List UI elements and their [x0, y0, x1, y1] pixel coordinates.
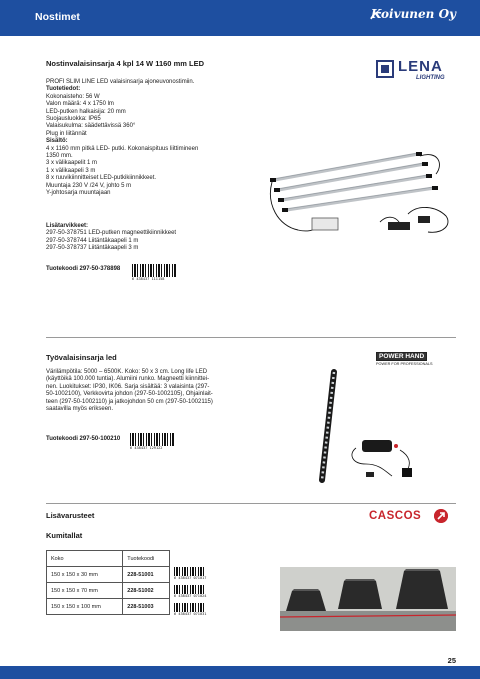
table-header: Tuotekoodi [123, 551, 170, 567]
table-row [47, 599, 170, 615]
section-divider [46, 337, 456, 338]
table-cell: 150 x 150 x 100 mm [47, 599, 123, 615]
extras-title: Lisätarvikkeet: [46, 223, 89, 229]
work-light-image [296, 368, 436, 488]
desc-line: Värilämpötila: 5000 – 6500K. Koko: 50 x 3 cm. Long life LED [46, 369, 208, 375]
section2-product-code: Tuotekoodi 297-50-100210 [46, 436, 121, 442]
section1-title: Nostinvalaisinsarja 4 kpl 14 W 1160 mm LED [46, 59, 204, 68]
extras-item: 297-50-378737 Liitäntäkaapeli 3 m [46, 245, 139, 252]
section2-title: Työvalaisinsarja led [46, 353, 117, 362]
table-cell: 228-51001 [123, 567, 170, 583]
extras-item: 297-50-378751 LED-putken magneettikiinnikkeet [46, 230, 177, 237]
lena-lighting-logo [376, 58, 454, 82]
table-header: Koko [47, 551, 123, 567]
desc-heading: Tuotetiedot: [46, 86, 81, 93]
desc-line: Y-johtosarja muuntajaan [46, 190, 111, 197]
barcode-bars [174, 603, 206, 612]
section3-subtitle: Kumitallat [46, 531, 83, 540]
desc-line: 3 x välikaapelit 1 m [46, 160, 98, 167]
cascos-mark-icon [434, 509, 448, 523]
table-cell: 228-51003 [123, 599, 170, 615]
section3-title: Lisävarusteet [46, 511, 95, 520]
section2-description [46, 369, 213, 413]
desc-line: Plug in liitännät [46, 130, 87, 137]
lena-logo-sub: LIGHTING [416, 75, 445, 81]
table-header-row [47, 551, 170, 567]
desc-line: 1 x välikaapeli 3 m [46, 167, 96, 174]
desc-line: (käyttöikä 100.000 tuntia). Alumiini runko. Magneetti kiinnittei- [46, 376, 210, 383]
barcode-bars [174, 585, 206, 594]
powerhand-logo-word: POWER HAND [376, 352, 427, 361]
extras-item: 297-50-378744 Liitäntäkaapeli 1 m [46, 237, 139, 244]
page-number: 25 [447, 656, 456, 665]
rubber-pad-table [46, 550, 170, 615]
barcode-bars [174, 567, 206, 576]
desc-line: Valon määrä: 4 x 1750 lm [46, 101, 114, 108]
section1-product-code: Tuotekoodi 297-50-378898 [46, 266, 121, 272]
desc-line: 8 x ruuvikiinnitteiset LED-putkikiinnikkeet. [46, 175, 157, 182]
table-row [47, 567, 170, 583]
cascos-logo: CASCOS [369, 510, 422, 522]
barcode-number: 6 438437 071017 [174, 576, 207, 580]
powerhand-logo [376, 352, 456, 366]
page-header [0, 0, 480, 36]
desc-line: 4 x 1160 mm pitkä LED- putki. Kokonaispituus liittimineen [46, 145, 199, 152]
table-cell: 150 x 150 x 30 mm [47, 567, 123, 583]
barcode-number: 6 438437 129122 [130, 446, 163, 450]
table-barcode [174, 585, 206, 599]
desc-line: Muuntaja 230 V /24 V, johto 5 m [46, 182, 132, 189]
rubber-pads-image [280, 567, 456, 631]
barcode-number: 6 438437 071031 [174, 612, 207, 616]
desc-line: 50-1002100), Verkkovirta johdon (297-50-1002105), Ohjainlait- [46, 391, 213, 398]
lena-mark-icon [376, 60, 394, 78]
barcode-bars [130, 433, 174, 446]
led-tube-kit-image [268, 144, 458, 244]
powerhand-logo-sub: POWER FOR PROFESSIONALS [376, 362, 433, 366]
section1-extras [46, 223, 176, 253]
desc-line: PROFI SLIM LINE LED valaisinsarja ajoneuvonostimiin. [46, 79, 195, 85]
desc-line: nen. Luokitukset: IP30, IK06. Sarja sisältää: 3 valaisinta (297- [46, 383, 210, 390]
desc-line: 1350 mm. [46, 153, 73, 160]
table-barcode [174, 567, 206, 581]
table-cell: 228-51002 [123, 583, 170, 599]
desc-line: Kokonaisteho: 56 W [46, 93, 100, 100]
lena-logo-word: LENA [398, 58, 443, 75]
desc-line: teen (297-50-1002110) ja jatkojohdon 50 cm (297-50-1002115) [46, 398, 213, 405]
table-cell: 150 x 150 x 70 mm [47, 583, 123, 599]
table-barcode [174, 603, 206, 617]
page-footer [0, 666, 480, 679]
barcode-bars [132, 264, 176, 277]
section2-barcode [130, 433, 174, 453]
desc-line: LED-putken halkaisija: 20 mm [46, 108, 126, 115]
barcode-number: 6 438437 111158 [132, 277, 165, 281]
table-row [47, 583, 170, 599]
section-divider [46, 503, 456, 504]
company-logo: Koivunen Oy [370, 7, 456, 21]
page-title: Nostimet [35, 11, 80, 23]
desc-heading: Sisältö: [46, 138, 68, 145]
section1-description [46, 79, 198, 198]
section1-barcode [132, 264, 176, 284]
desc-line: saatavilla myös erikseen. [46, 406, 114, 413]
barcode-number: 6 438437 071024 [174, 594, 207, 598]
desc-line: Valaisukulma: säädettävissä 360° [46, 123, 136, 130]
desc-line: Suojausluokka: IP65 [46, 116, 101, 123]
